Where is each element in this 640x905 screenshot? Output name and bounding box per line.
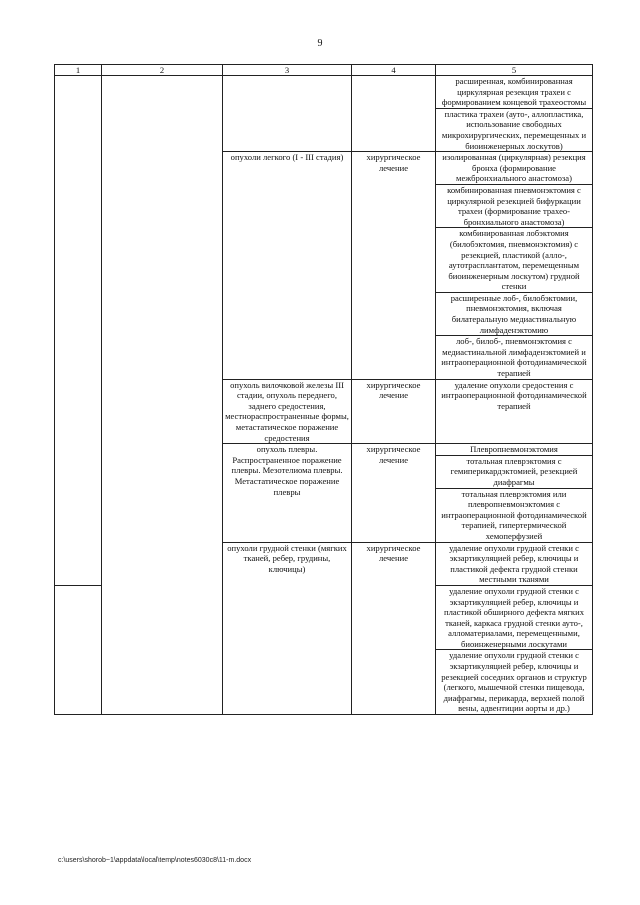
empty-cell xyxy=(102,650,223,715)
empty-cell xyxy=(102,292,223,335)
empty-cell xyxy=(102,228,223,293)
empty-cell xyxy=(102,152,223,185)
table-row xyxy=(55,444,593,456)
empty-cell xyxy=(102,76,223,109)
table-row xyxy=(55,379,593,444)
file-path-footer: c:\users\shorob~1\appdata\local\temp\notes6030c8\11-m.docx xyxy=(58,857,252,864)
empty-cell xyxy=(102,336,223,379)
empty-cell xyxy=(55,650,102,715)
empty-cell xyxy=(102,542,223,585)
method-cell: тотальная плеврэктомия с гемиперикардэктомией, резекцией диафрагмы xyxy=(436,455,593,488)
empty-cell xyxy=(102,184,223,227)
empty-cell xyxy=(55,444,102,456)
method-cell: расширенные лоб-, билобэктомии, пневмонэктомия, включая билатеральную медиастинальную лимфаденэктомию xyxy=(436,292,593,335)
method-cell: изолированная (циркулярная) резекция бронха (формирование межбронхиального анастомоза) xyxy=(436,152,593,185)
empty-cell xyxy=(55,108,102,151)
treatment-cell xyxy=(352,76,436,152)
table-row xyxy=(55,76,593,109)
header-cell: 2 xyxy=(102,65,223,76)
treatment-cell: хирургическое лечение xyxy=(352,152,436,379)
condition-cell: опухоль плевры. Распространенное поражение плевры. Мезотелиома плевры. Метастатическое поражение плевры xyxy=(223,444,352,542)
treatment-cell: хирургическое лечение xyxy=(352,444,436,542)
empty-cell xyxy=(55,455,102,488)
empty-cell xyxy=(102,585,223,650)
method-cell: тотальная плеврэктомия или плевропневмонэктомия с интраоперационной фотодинамической терапией, гипертермической хемоперфузией xyxy=(436,488,593,542)
empty-cell xyxy=(102,379,223,444)
treatment-table xyxy=(54,64,593,715)
condition-cell: опухоль вилочковой железы III стадии, опухоль переднего, заднего средостения, местнораспространенные формы, метастатическое поражение средостения xyxy=(223,379,352,444)
condition-cell: опухоли грудной стенки (мягких тканей, ребер, грудины, ключицы) xyxy=(223,542,352,715)
empty-cell xyxy=(55,542,102,585)
table-row xyxy=(55,542,593,585)
header-row xyxy=(55,65,593,76)
header-cell: 5 xyxy=(436,65,593,76)
empty-cell xyxy=(102,444,223,456)
empty-cell xyxy=(55,152,102,185)
table-row xyxy=(55,152,593,185)
method-cell: Плевропневмонэктомия xyxy=(436,444,593,456)
header-cell: 1 xyxy=(55,65,102,76)
method-cell: пластика трахеи (ауто-, аллопластика, использование свободных микрохирургических, перемещенных и биоинженерных лоскутов) xyxy=(436,108,593,151)
empty-cell xyxy=(102,488,223,542)
empty-cell xyxy=(102,108,223,151)
method-cell: удаление опухоли грудной стенки с экзартикуляцией ребер, ключицы и пластикой дефекта грудной стенки местными тканями xyxy=(436,542,593,585)
empty-cell xyxy=(55,379,102,444)
method-cell: удаление опухоли грудной стенки с экзартикуляцией ребер, ключицы и пластикой обширного дефекта мягких тканей, каркаса грудной стенки ауто-, алломатериалами, перемещенными, биоинженерными лоскутами xyxy=(436,585,593,650)
method-cell: удаление опухоли грудной стенки с экзартикуляцией ребер, ключицы и резекцией соседних органов и структур (легкого, мышечной стенки пищевода, диафрагмы, перикарда, верхней полой вены, адвентиции аорты и др.) xyxy=(436,650,593,715)
empty-cell xyxy=(55,292,102,335)
empty-cell xyxy=(102,455,223,488)
treatment-cell: хирургическое лечение xyxy=(352,379,436,444)
empty-cell xyxy=(55,228,102,293)
empty-cell xyxy=(55,76,102,109)
header-cell: 4 xyxy=(352,65,436,76)
condition-cell xyxy=(223,76,352,152)
header-cell: 3 xyxy=(223,65,352,76)
empty-cell xyxy=(55,585,102,650)
method-cell: удаление опухоли средостения с интраоперационной фотодинамической терапией xyxy=(436,379,593,444)
method-cell: комбинированная лобэктомия (билобэктомия, пневмонэктомия) с резекцией, пластикой (алло-, аутотрасплантатом, перемещенным биоинженерным лоскутом) грудной стенки xyxy=(436,228,593,293)
treatment-cell: хирургическое лечение xyxy=(352,542,436,715)
method-cell: лоб-, билоб-, пневмонэктомия с медиастинальной лимфаденэктомией и интраоперационной фотодинамической терапией xyxy=(436,336,593,379)
page-number: 9 xyxy=(317,38,323,49)
empty-cell xyxy=(55,336,102,379)
method-cell: расширенная, комбинированная циркулярная резекция трахеи с формированием концевой трахеостомы xyxy=(436,76,593,109)
condition-cell: опухоли легкого (I - III стадия) xyxy=(223,152,352,379)
empty-cell xyxy=(55,184,102,227)
empty-cell xyxy=(55,488,102,542)
method-cell: комбинированная пневмонэктомия с циркулярной резекцией бифуркации трахеи (формирование трахео-бронхиального анастомоза) xyxy=(436,184,593,227)
